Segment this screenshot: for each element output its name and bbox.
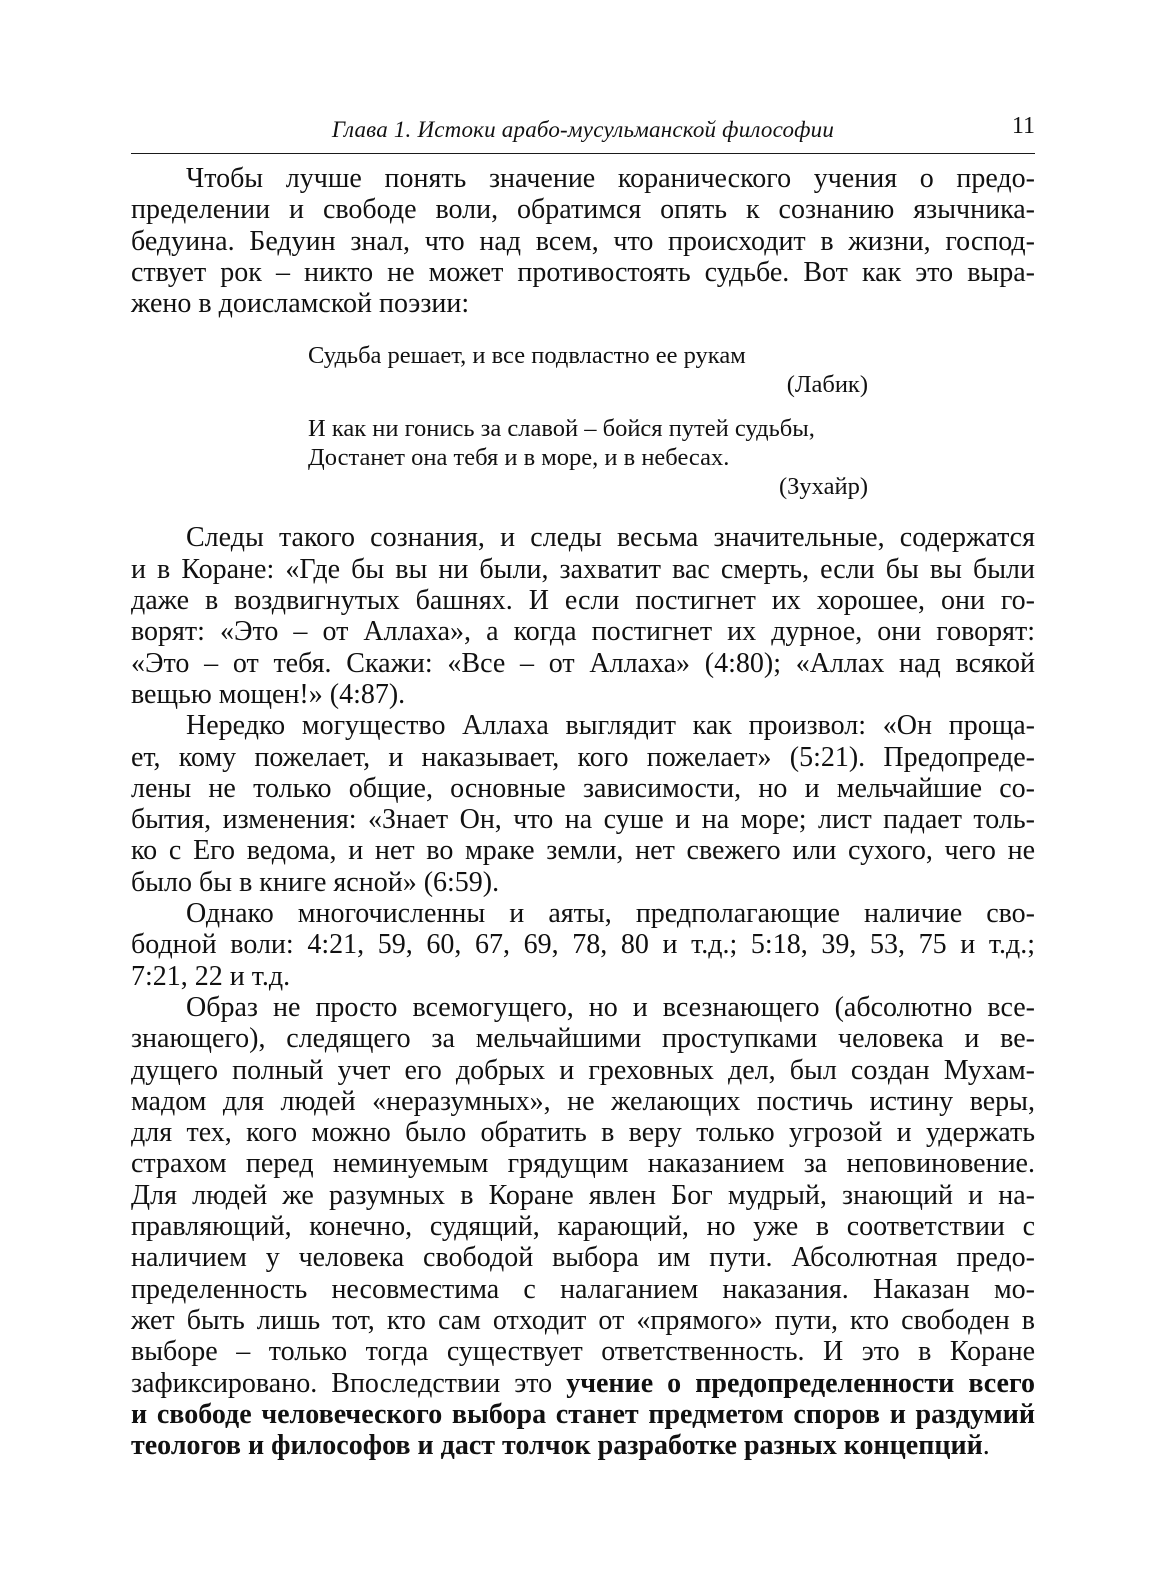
verse-line: И как ни гонись за славой – бойся путей судьбы, xyxy=(308,415,815,443)
text-line: ворят: «Это – от Аллаха», а когда постигнет их дурное, они говорят: xyxy=(131,616,1035,648)
text-line: Однако многочисленны и аяты, предполагающие наличие сво- xyxy=(186,898,1035,930)
text-line: даже в воздвигнутых башнях. И если постигнет их хорошее, они го- xyxy=(131,585,1035,617)
final-punctuation: . xyxy=(982,1430,990,1462)
chapter-title: Глава 1. Истоки арабо-мусульманской философии xyxy=(331,117,835,142)
bold-text-segment: теологов и философов и даст толчок разработке разных концепций xyxy=(131,1430,983,1462)
verse-line: Судьба решает, и все подвластно ее рукам xyxy=(308,342,746,370)
text-line: пределении и свободе воли, обратимся опять к сознанию язычника- xyxy=(131,194,1035,226)
text-line: ствует рок – никто не может противостоять судьбе. Вот как это выра- xyxy=(131,256,1035,288)
text-line: наличием у человека свободой выбора им пути. Абсолютная предо- xyxy=(131,1242,1035,1274)
page-number: 11 xyxy=(1011,113,1035,139)
paragraph-traces xyxy=(131,522,1035,710)
text-line: Образ не просто всемогущего, но и всезнающего (абсолютно все- xyxy=(186,991,1035,1023)
paragraph-free-will xyxy=(131,898,1035,992)
text-line: выборе – только тогда существует ответственность. И это в Коране xyxy=(131,1336,1035,1368)
text-line: правляющий, конечно, судящий, карающий, но уже в соответствии с xyxy=(131,1211,1035,1243)
text-line: Чтобы лучше понять значение коранического учения о предо- xyxy=(186,163,1035,194)
text-line: страхом перед неминуемым грядущим наказанием за неповиновение. xyxy=(131,1148,1035,1180)
text-line: ко с Его ведома, и нет во мраке земли, нет свежего или сухого, чего не xyxy=(131,835,1035,867)
verse-quotations xyxy=(131,341,868,501)
text-line: для тех, кого можно было обратить в веру только угрозой и удержать xyxy=(131,1117,1035,1149)
verse-author: (Лабик) xyxy=(786,371,868,399)
paragraph-intro xyxy=(131,163,1035,319)
plain-text-segment: зафиксировано. Впоследствии это xyxy=(131,1367,567,1399)
text-line: жет быть лишь тот, кто сам отходит от «прямого» пути, кто свободен в xyxy=(131,1304,1035,1336)
text-line: вещью мощен!» (4:87). xyxy=(131,678,406,710)
text-line: бедуина. Бедуин знал, что над всем, что происходит в жизни, господ- xyxy=(131,225,1035,257)
text-line: бодной воли: 4:21, 59, 60, 67, 69, 78, 80 и т.д.; 5:18, 39, 53, 75 и т.д.; xyxy=(131,929,1035,961)
verse-author: (Зухайр) xyxy=(778,473,868,501)
text-line: ет, кому пожелает, и наказывает, кого пожелает» (5:21). Предопреде- xyxy=(131,741,1035,773)
paragraph-omniscience xyxy=(131,992,1035,1461)
text-line: Для людей же разумных в Коране явлен Бог мудрый, знающий и на- xyxy=(131,1179,1035,1211)
text-line: лены не только общие, основные зависимости, но и мельчайшие со- xyxy=(131,772,1035,804)
body-text xyxy=(131,163,1035,1461)
verse-line: Достанет она тебя и в море, и в небесах. xyxy=(308,444,730,472)
text-line: знающего), следящего за мельчайшими проступками человека и ве- xyxy=(131,1023,1035,1055)
text-line: дущего полный учет его добрых и греховных дел, был создан Мухам- xyxy=(131,1054,1035,1086)
text-line: 7:21, 22 и т.д. xyxy=(131,960,291,992)
text-line: было бы в книге ясной» (6:59). xyxy=(131,866,500,898)
text-line: жено в доисламской поэзии: xyxy=(131,288,470,320)
text-line: мадом для людей «неразумных», не желающих постичь истину веры, xyxy=(131,1085,1035,1117)
text-line: бытия, изменения: «Знает Он, что на суше и на море; лист падает толь- xyxy=(131,804,1035,836)
bold-text-segment: учение о предопределенности всего xyxy=(566,1367,1035,1399)
text-line-final xyxy=(131,1430,1035,1461)
text-line: Следы такого сознания, и следы весьма значительные, содержатся xyxy=(186,522,1035,554)
text-line: и в Коране: «Где бы вы ни были, захватит вас смерть, если бы вы были xyxy=(131,553,1035,585)
text-line: «Это – от тебя. Скажи: «Все – от Аллаха» (4:80); «Аллах над всякой xyxy=(131,647,1035,679)
paragraph-arbitrariness xyxy=(131,710,1035,898)
text-line: пределенность несовместима с налаганием наказания. Наказан мо- xyxy=(131,1273,1035,1305)
bold-text-line: и свободе человеческого выбора станет предметом споров и раздумий xyxy=(131,1398,1035,1430)
text-line-mixed xyxy=(131,1368,1035,1399)
verse-spacer xyxy=(308,399,868,414)
text-line: Нередко могущество Аллаха выглядит как произвол: «Он проща- xyxy=(186,710,1035,742)
running-header xyxy=(131,113,1035,154)
